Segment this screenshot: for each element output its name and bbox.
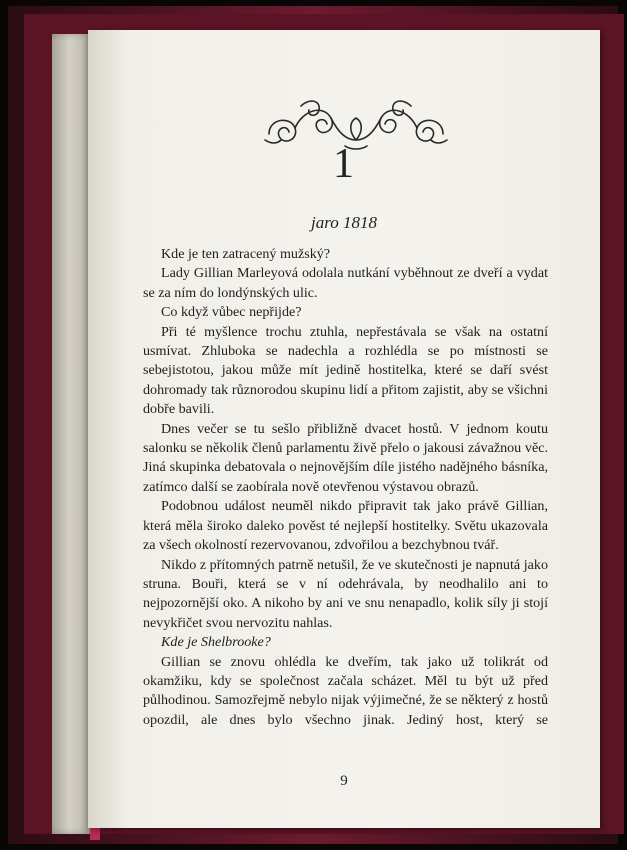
chapter-number: 1 xyxy=(333,141,355,187)
paragraph: Nikdo z přítomných patrně netušil, že ve skutečnosti je napnutá jako struna. Bouři, která se v ní odehrávala, by neodhalilo ani to nejpozornější oko. A nikoho by ani ve snu nenapadlo, kolik síly ji stojí nevykřičet svou nervozitu nahlas. xyxy=(143,556,548,631)
paragraph: Při té myšlence trochu ztuhla, nepřestávala se však na ostatní usmívat. Zhluboka se nadechla a rozhlédla se po místnosti se sebejistotou, jakou může mít jedině hostitelka, které se daří svést dohromady tak různorodou skupinu lidí a přitom zajistit, aby se všichni dobře bavili. xyxy=(143,323,548,418)
paragraph-italic xyxy=(143,633,548,652)
paragraph: Podobnou událost neuměl nikdo připravit tak jako právě Gillian, která měla široko daleko pověst té nejlepší hostitelky. Světu ukazovala za všech okolností rezervovanou, zdvořilou a bezchybnou tvář. xyxy=(143,498,548,554)
book-page xyxy=(88,30,600,828)
paragraph: Lady Gillian Marleyová odolala nutkání vyběhnout ze dveří a vydat se za ním do londýnských ulic. xyxy=(143,265,548,301)
paragraph: Dnes večer se tu sešlo přibližně dvacet hostů. V jednom koutu salonku se několik členů parlamentu živě přelo o jakousi závažnou věc. Jiná skupinka debatovala o nejnovějším díle jistého nadějného básníka, zatímco další se zaobírala nově otevřenou výstavou obrazů. xyxy=(143,420,548,495)
paragraph: Co když vůbec nepřijde? xyxy=(161,304,302,321)
chapter-subtitle: jaro 1818 xyxy=(311,213,377,232)
paragraph: Kde je ten zatracený mužský? xyxy=(161,246,331,262)
paragraph: Gillian se znovu ohlédla ke dveřím, tak jako už tolikrát od okamžiku, kdy se společnost začala scházet. Měl tu být už před půlhodinou. Samozřejmě nebylo nijak výjimečné, že se některý z hostů opozdil, ale dnes bylo všechno jinak. Jediný host, který se xyxy=(143,653,548,728)
italic-thought: Kde je Shelbrooke? xyxy=(161,634,271,651)
page-number: 9 xyxy=(340,773,348,789)
page-gutter xyxy=(52,34,90,834)
body-text xyxy=(143,245,548,730)
